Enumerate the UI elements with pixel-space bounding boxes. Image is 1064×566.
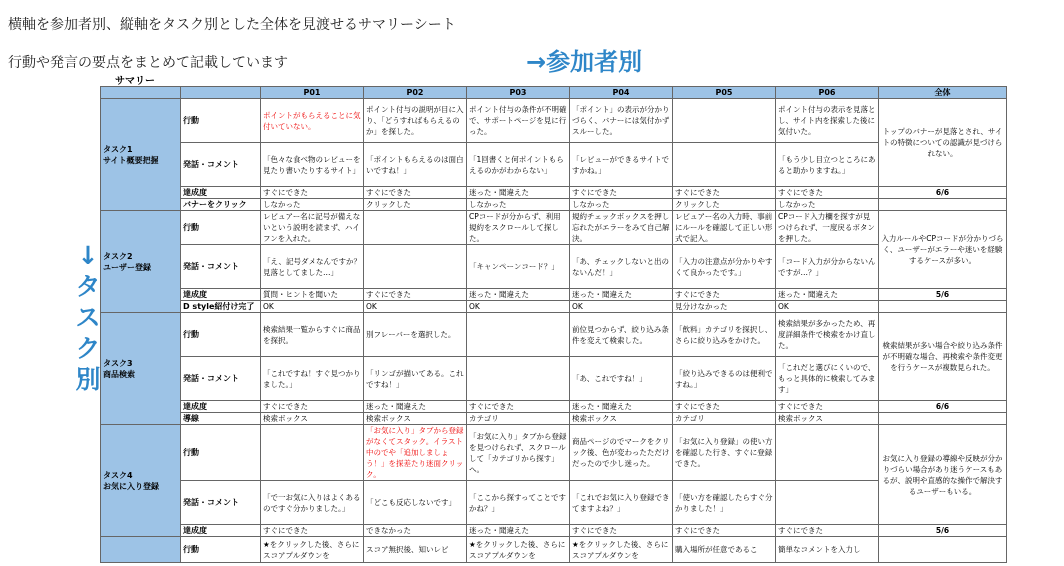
participant-cell: すぐにできた xyxy=(467,401,570,413)
participant-cell: すぐにできた xyxy=(570,187,673,199)
participant-cell: CPコード入力欄を探すが見つけられず、一度戻るボタンを押した。 xyxy=(776,211,879,245)
participant-cell: OK xyxy=(776,301,879,313)
category-cell: バナーをクリック xyxy=(181,199,261,211)
participant-cell: しなかった xyxy=(467,199,570,211)
participant-cell: 「これですね！すぐ見つかりました。」 xyxy=(261,357,364,401)
header-empty-2 xyxy=(181,87,261,99)
task-name-cell xyxy=(101,537,181,563)
participant-cell: すぐにできた xyxy=(261,525,364,537)
participant-cell: すぐにできた xyxy=(776,525,879,537)
summary-cell: トップのバナーが見落とされ、サイトの特徴についての認識が見づけられない。 xyxy=(879,99,1007,187)
participant-cell: レビュアー名の入力時、事前にルールを確認して正しい形式で記入。 xyxy=(673,211,776,245)
participant-cell: 「で一お気に入りはよくあるのですぐ分かりました。」 xyxy=(261,481,364,525)
participant-cell: 検索結果が多かったため、再度詳細条件で検索をかけ直した。 xyxy=(776,313,879,357)
participant-cell xyxy=(673,143,776,187)
summary-cell xyxy=(879,301,1007,313)
participant-cell: ★をクリックした後、さらにスコアプルダウンを xyxy=(570,537,673,563)
participant-cell xyxy=(467,313,570,357)
participant-cell: 検索ボックス xyxy=(776,413,879,425)
participant-cell: 「ポイントもらえるのは面白いですね！」 xyxy=(364,143,467,187)
column-header-p06: P06 xyxy=(776,87,879,99)
participant-cell: 迷った・聞違えた xyxy=(467,525,570,537)
participant-cell: OK xyxy=(467,301,570,313)
participant-cell: すぐにできた xyxy=(364,289,467,301)
participant-axis-label: →参加者別 xyxy=(526,48,643,76)
category-cell: 達成度 xyxy=(181,289,261,301)
task-axis-label: ↓ タ ス ク 別 xyxy=(75,241,101,394)
participant-cell: 「お気に入り」タブから登録を見つけられず、スクロールして「カテゴリから探す」へ。 xyxy=(467,425,570,481)
column-header-p02: P02 xyxy=(364,87,467,99)
summary-cell: 6/6 xyxy=(879,401,1007,413)
table-row xyxy=(101,245,1007,289)
participant-cell: 「1回書くと何ポイントもらえるのかがわからない」 xyxy=(467,143,570,187)
participant-cell: 「ポイント」の表示が分かりづらく、バナーには気付かずスルーした。 xyxy=(570,99,673,143)
participant-cell: OK xyxy=(261,301,364,313)
participant-cell: 「コード入力が分からないんですが…？」 xyxy=(776,245,879,289)
participant-cell: 簡単なコメントを入力し xyxy=(776,537,879,563)
table-row xyxy=(101,525,1007,537)
category-cell: 導線 xyxy=(181,413,261,425)
table-row xyxy=(101,413,1007,425)
participant-cell: すぐにできた xyxy=(776,187,879,199)
participant-cell: 「どこも反応しないです」 xyxy=(364,481,467,525)
category-cell: 行動 xyxy=(181,211,261,245)
participant-cell: OK xyxy=(364,301,467,313)
column-header-全体: 全体 xyxy=(879,87,1007,99)
participant-cell: 「あ、チェックしないと出のないんだ！」 xyxy=(570,245,673,289)
participant-cell: 「キャンペーンコード？」 xyxy=(467,245,570,289)
summary-cell xyxy=(879,413,1007,425)
participant-cell: ポイント付与の条件が不明確で、サポートページを見に行った。 xyxy=(467,99,570,143)
category-cell: 発話・コメント xyxy=(181,357,261,401)
participant-cell: 別フレーバーを選択した。 xyxy=(364,313,467,357)
participant-cell: 質問・ヒントを聞いた xyxy=(261,289,364,301)
summary-table xyxy=(100,86,1007,563)
participant-cell: できなかった xyxy=(364,525,467,537)
participant-cell: 「あ、これですね！」 xyxy=(570,357,673,401)
summary-cell: 5/6 xyxy=(879,289,1007,301)
participant-cell: 見分けなかった xyxy=(673,301,776,313)
intro-line-1: 横軸を参加者別、縦軸をタスク別とした全体を見渡せるサマリーシート xyxy=(8,17,456,33)
participant-cell: ポイントがもらえることに気付いていない。 xyxy=(261,99,364,143)
participant-cell: すぐにできた xyxy=(364,187,467,199)
table-row xyxy=(101,357,1007,401)
participant-cell: 検索ボックス xyxy=(364,413,467,425)
summary-cell: 6/6 xyxy=(879,187,1007,199)
participant-cell: クリックした xyxy=(364,199,467,211)
summary-cell: お気に入り登録の導線や反映が分かりづらい場合があり迷うケースもあるが、説明や直感的な操作で解決するユーザーもいる。 xyxy=(879,425,1007,525)
category-cell: 発話・コメント xyxy=(181,245,261,289)
participant-cell: 商品ページのでマークをクリック後、色が変わったただけだったので少し迷った。 xyxy=(570,425,673,481)
participant-cell: ★をクリックした後、さらにスコアプルダウンを xyxy=(467,537,570,563)
participant-cell: 「これだと選びにくいので、もっと具体的に検索してみます」 xyxy=(776,357,879,401)
participant-cell: しなかった xyxy=(776,199,879,211)
participant-cell: 検索ボックス xyxy=(261,413,364,425)
participant-cell xyxy=(364,211,467,245)
summary-cell: 5/6 xyxy=(879,525,1007,537)
participant-cell: スコア無択後、知いレビ xyxy=(364,537,467,563)
task-name-cell: タスク2 ユーザー登録 xyxy=(101,211,181,313)
table-row xyxy=(101,289,1007,301)
participant-cell xyxy=(467,357,570,401)
task-name-cell: タスク4 お気に入り登録 xyxy=(101,425,181,537)
participant-cell: すぐにできた xyxy=(673,187,776,199)
summary-cell xyxy=(879,537,1007,563)
table-row xyxy=(101,425,1007,481)
category-cell: 達成度 xyxy=(181,401,261,413)
participant-cell: クリックした xyxy=(673,199,776,211)
table-row xyxy=(101,211,1007,245)
table-row xyxy=(101,199,1007,211)
participant-cell: 「飲料」カテゴリを探択し、さらに絞り込みをかけた。 xyxy=(673,313,776,357)
participant-cell: 「レビューができるサイトですかね。」 xyxy=(570,143,673,187)
category-cell: 発話・コメント xyxy=(181,481,261,525)
participant-cell: 検索結果一覧からすぐに商品を探択。 xyxy=(261,313,364,357)
participant-cell: すぐにできた xyxy=(776,401,879,413)
column-header-p05: P05 xyxy=(673,87,776,99)
participant-cell: すぐにできた xyxy=(673,401,776,413)
participant-cell: 迷った・聞違えた xyxy=(570,289,673,301)
participant-cell: すぐにできた xyxy=(673,525,776,537)
participant-cell: 「お気に入り登録」の使い方を確認した行き、すぐに登録できた。 xyxy=(673,425,776,481)
participant-cell: 購入場所が任意であるこ xyxy=(673,537,776,563)
column-header-p03: P03 xyxy=(467,87,570,99)
category-cell: D style紹付け完了 xyxy=(181,301,261,313)
sheet-label: サマリー xyxy=(115,76,155,87)
participant-cell: カテゴリ xyxy=(467,413,570,425)
participant-cell: 迷った・聞違えた xyxy=(570,401,673,413)
participant-cell: すぐにできた xyxy=(261,187,364,199)
participant-cell: 「え、記号ダメなんですか？見落としてました…」 xyxy=(261,245,364,289)
table-row xyxy=(101,537,1007,563)
participant-cell: 迷った・聞違えた xyxy=(467,187,570,199)
participant-cell: しなかった xyxy=(261,199,364,211)
category-cell: 行動 xyxy=(181,99,261,143)
participant-cell: すぐにできた xyxy=(261,401,364,413)
participant-cell: ポイント付与の表示を見落とし、サイト内を探索した後に気付いた。 xyxy=(776,99,879,143)
category-cell: 達成度 xyxy=(181,187,261,199)
header-empty xyxy=(101,87,181,99)
category-cell: 行動 xyxy=(181,313,261,357)
participant-cell: 迷った・聞違えた xyxy=(776,289,879,301)
participant-cell: 「使い方を確認したらすぐ分かりました！」 xyxy=(673,481,776,525)
intro-line-2: 行動や発言の要点をまとめて記載しています xyxy=(8,55,288,71)
task-name-cell: タスク1 サイト概要把握 xyxy=(101,99,181,211)
participant-cell: しなかった xyxy=(570,199,673,211)
summary-cell: 入力ルールやCPコードが分かりづらく、ユーザーがエラーや迷いを経験するケースが多い。 xyxy=(879,211,1007,289)
participant-cell: 検索ボックス xyxy=(570,413,673,425)
task-name-cell: タスク3 商品検索 xyxy=(101,313,181,425)
category-cell: 行動 xyxy=(181,425,261,481)
participant-cell xyxy=(776,425,879,481)
participant-cell: すぐにできた xyxy=(673,289,776,301)
participant-cell: すぐにできた xyxy=(570,525,673,537)
participant-cell: 前位見つからず、絞り込み条件を変えて検索した。 xyxy=(570,313,673,357)
participant-cell: レビュアー名に記号が備えないという説明を読まず、ハイフンを入れた。 xyxy=(261,211,364,245)
participant-cell: ポイント付与の説明が目に入り、「どうすればもらえるのか」を探した。 xyxy=(364,99,467,143)
participant-cell: 「色々な食べ物のレビューを見たり書いたりするサイト」 xyxy=(261,143,364,187)
table-row xyxy=(101,401,1007,413)
participant-cell: 「絞り込みできるのは便利ですね。」 xyxy=(673,357,776,401)
participant-cell: 「リンゴが描いてある。これですね！」 xyxy=(364,357,467,401)
table-row xyxy=(101,143,1007,187)
participant-cell: 「これでお気に入り登録できてますよね？」 xyxy=(570,481,673,525)
participant-cell: カテゴリ xyxy=(673,413,776,425)
column-header-p01: P01 xyxy=(261,87,364,99)
participant-cell: 「ここから探すってことですかね？」 xyxy=(467,481,570,525)
category-cell: 達成度 xyxy=(181,525,261,537)
category-cell: 発話・コメント xyxy=(181,143,261,187)
participant-cell: 規約チェックボックスを押し忘れたがエラーをみて自己解決。 xyxy=(570,211,673,245)
table-row xyxy=(101,99,1007,143)
participant-cell: OK xyxy=(570,301,673,313)
column-header-p04: P04 xyxy=(570,87,673,99)
participant-cell xyxy=(673,99,776,143)
participant-cell: ★をクリックした後、さらにスコアプルダウンを xyxy=(261,537,364,563)
participant-cell: 「入力の注意点が分かりやすくて良かったです。」 xyxy=(673,245,776,289)
table-row xyxy=(101,313,1007,357)
table-row xyxy=(101,187,1007,199)
table-row xyxy=(101,301,1007,313)
participant-cell xyxy=(364,245,467,289)
participant-cell: CPコードが分からず、利用規約をスクロールして探した。 xyxy=(467,211,570,245)
participant-cell: 迷った・聞違えた xyxy=(364,401,467,413)
category-cell: 行動 xyxy=(181,537,261,563)
header-row xyxy=(101,87,1007,99)
participant-cell: 迷った・聞違えた xyxy=(467,289,570,301)
summary-cell xyxy=(879,199,1007,211)
participant-cell xyxy=(261,425,364,481)
participant-cell: 「もう少し目立つところにあると助かりますね。」 xyxy=(776,143,879,187)
participant-cell xyxy=(776,481,879,525)
table-row xyxy=(101,481,1007,525)
summary-cell: 検索結果が多い場合や絞り込み条件が不明確な場合、再検索や条件変更を行うケースが複数見られた。 xyxy=(879,313,1007,401)
participant-cell: 「お気に入り」タブから登録がなくてスタック。イラスト中のでや「追加しましょう！」を探差たり迷面クリック。 xyxy=(364,425,467,481)
